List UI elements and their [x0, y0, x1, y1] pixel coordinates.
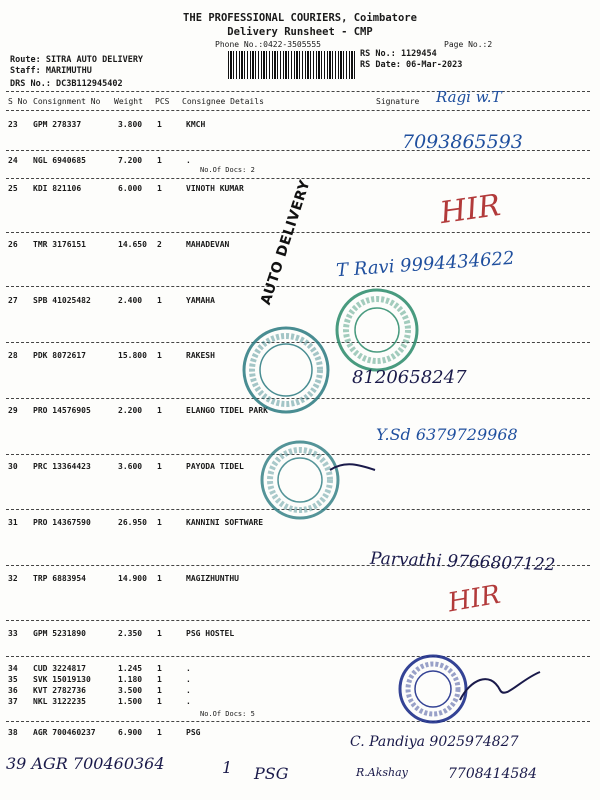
table-row: 30 PRC 13364423 3.600 1 PAYODA TIDEL	[8, 462, 244, 471]
col-consignee: Consignee Details	[182, 97, 264, 106]
col-sno: S No	[8, 97, 28, 106]
company-name: THE PROFESSIONAL COURIERS, Coimbatore	[183, 12, 417, 24]
phone-handwritten: 8120658247	[352, 367, 467, 388]
col-consignment: Consignment No	[33, 97, 101, 106]
coimbatore-motors-seal-icon	[337, 290, 417, 370]
handwritten-phone: 7708414584	[448, 766, 538, 782]
staff: Staff: MARIMUTHU	[10, 66, 92, 76]
table-row: 23 GPM 278337 3.800 1 KMCH	[8, 120, 206, 129]
header-signature: Ragi w.T	[436, 88, 502, 106]
table-row: 32 TRP 6883954 14.900 1 MAGIZHUNTHU	[8, 574, 239, 583]
receiver-handwritten: Y.Sd 6379729968	[376, 425, 518, 444]
payoda-seal-1-icon	[244, 328, 328, 412]
phone-handwritten: 7093865593	[402, 131, 523, 153]
payoda-seal-2-icon	[262, 442, 338, 518]
table-row: 35 SVK 15019130 1.180 1 .	[8, 675, 191, 684]
drs-number: DRS No.: DC3B112945402	[10, 79, 123, 89]
table-row: 28 PDK 8072617 15.800 1 RAKESH	[8, 351, 215, 360]
receiver-handwritten: Parvathi 9766807122	[369, 548, 556, 576]
handwritten-row-39: 39 AGR 700460364	[6, 754, 165, 773]
col-weight: Weight	[114, 97, 143, 106]
docs-count: No.Of Docs: 2	[200, 166, 255, 174]
col-pcs: PCS	[155, 97, 170, 106]
rs-date: RS Date: 06-Mar-2023	[360, 60, 463, 70]
hir-mark: HIR	[445, 579, 503, 619]
auto-delivery-stamp: AUTO DELIVERY	[258, 177, 314, 307]
table-row: 33 GPM 5231890 2.350 1 PSG HOSTEL	[8, 629, 235, 638]
phone-number: Phone No.:0422-3505555	[215, 40, 321, 49]
handwritten-consignee: PSG	[254, 764, 289, 783]
table-row: 38 AGR 700460237 6.900 1 PSG	[8, 728, 201, 737]
document-title: Delivery Runsheet - CMP	[227, 26, 373, 38]
docs-count: No.Of Docs: 5	[200, 710, 255, 718]
table-row: 36 KVT 2782736 3.500 1 .	[8, 686, 191, 695]
receiver-handwritten: C. Pandiya 9025974827	[350, 734, 519, 750]
table-row: 25 KDI 821106 6.000 1 VINOTH KUMAR	[8, 184, 244, 193]
col-signature: Signature	[376, 97, 420, 106]
table-row: 34 CUD 3224817 1.245 1 .	[8, 664, 191, 673]
page-number: Page No.:2	[444, 40, 493, 49]
table-row: 24 NGL 6940685 7.200 1 .	[8, 156, 191, 165]
psg-hostel-seal-icon	[400, 656, 466, 722]
table-row: 37 NKL 3122235 1.500 1 .	[8, 697, 191, 706]
receiver-handwritten: T Ravi 9994434622	[335, 247, 516, 282]
handwritten-pcs: 1	[222, 758, 233, 777]
table-row: 27 SPB 41025482 2.400 1 YAMAHA	[8, 296, 215, 305]
hir-mark: HIR	[437, 187, 503, 232]
handwritten-signature: R.Akshay	[356, 766, 408, 779]
rs-number: RS No.: 1129454	[360, 49, 437, 59]
table-row: 26 TMR 3176151 14.650 2 MAHADEVAN	[8, 240, 230, 249]
table-row: 29 PRO 14576905 2.200 1 ELANGO TIDEL PARK	[8, 406, 268, 415]
route: Route: SITRA AUTO DELIVERY	[10, 55, 144, 65]
table-row: 31 PRO 14367590 26.950 1 KANNINI SOFTWARE	[8, 518, 264, 527]
